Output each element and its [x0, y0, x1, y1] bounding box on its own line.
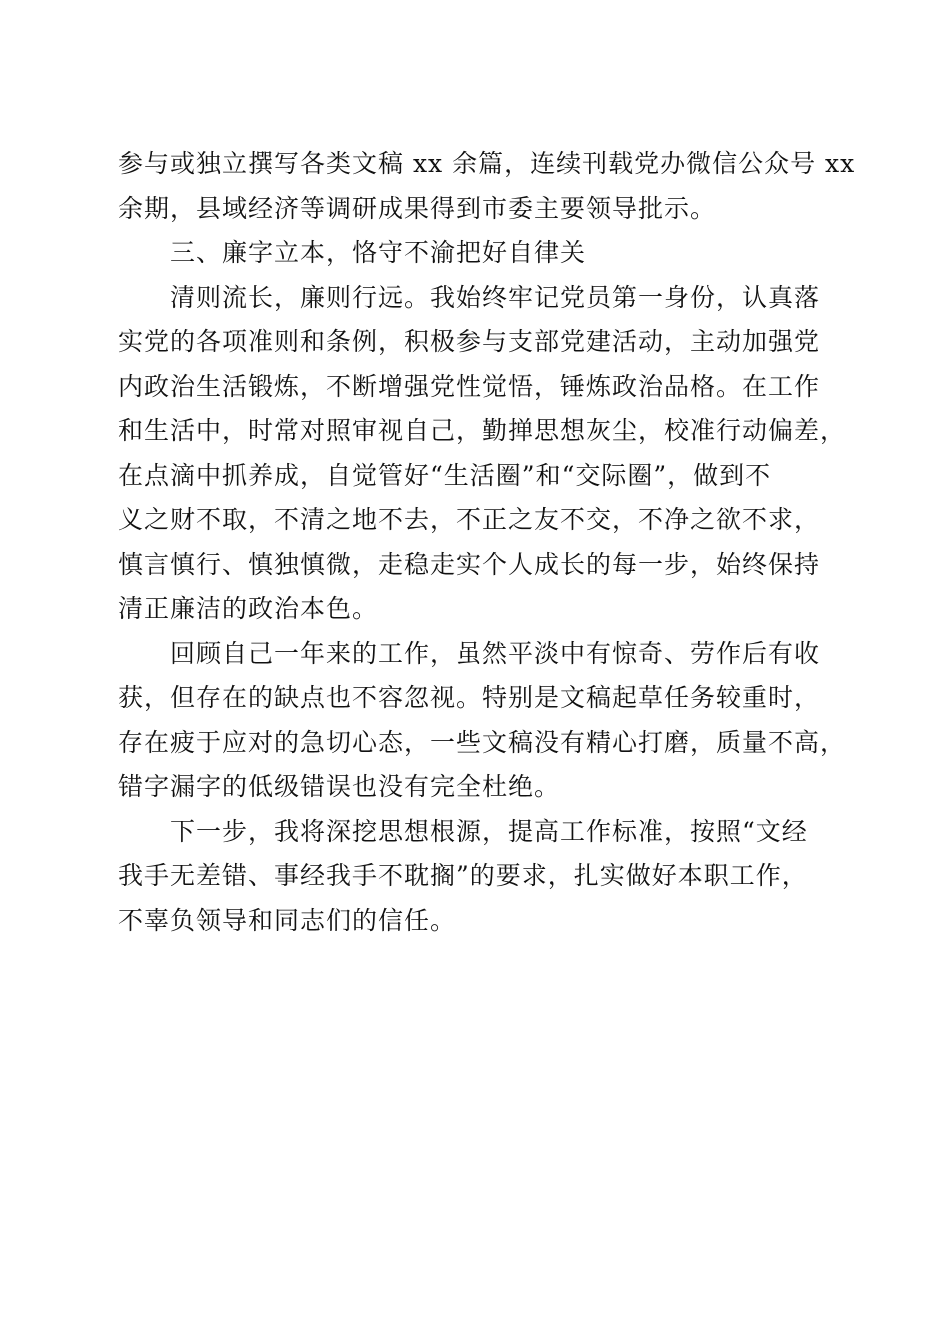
- text-line: 清则流长，廉则行远。我始终牢记党员第一身份，认真落: [170, 282, 821, 312]
- paragraph-review: [118, 632, 847, 810]
- paragraph-next-steps: [118, 810, 838, 944]
- text-line: 存在疲于应对的急切心态，一些文稿没有精心打磨，质量不高，: [118, 727, 847, 757]
- text-line: 回顾自己一年来的工作，虽然平淡中有惊奇、劳作后有收: [170, 638, 821, 668]
- document-body: [118, 142, 856, 943]
- text-line: 参与或独立撰写各类文稿 xx 余篇，连续刊载党办微信公众号 xx: [118, 149, 856, 178]
- text-line: 余期，县域经济等调研成果得到市委主要领导批示。: [118, 193, 717, 223]
- text-line: 慎言慎行、慎独慎微，走稳走实个人成长的每一步，始终保持: [118, 549, 821, 579]
- text-line: 在点滴中抓养成，自觉管好“生活圈”和“交际圈”，做到不: [118, 460, 772, 490]
- text-line: 义之财不取，不清之地不去，不正之友不交，不净之欲不求，: [118, 505, 821, 534]
- text-line: 下一步，我将深挖思想根源，提高工作标准，按照“文经: [170, 816, 808, 846]
- text-line: 实党的各项准则和条例，积极参与支部党建活动，主动加强党: [118, 327, 821, 356]
- paragraph-continuation: [118, 142, 856, 231]
- text-line: 获，但存在的缺点也不容忽视。特别是文稿起草任务较重时，: [118, 683, 821, 712]
- text-line: 错字漏字的低级错误也没有完全杜绝。: [118, 772, 561, 801]
- text-line: 清正廉洁的政治本色。: [118, 594, 379, 623]
- text-line: 我手无差错、事经我手不耽搁”的要求，扎实做好本职工作，: [118, 861, 808, 890]
- text-line: 不辜负领导和同志们的信任。: [118, 905, 457, 935]
- paragraph-integrity: [118, 276, 847, 632]
- text-line: 内政治生活锻炼，不断增强党性觉悟，锤炼政治品格。在工作: [118, 371, 821, 401]
- section-heading: 三、廉字立本，恪守不渝把好自律关: [170, 238, 587, 267]
- text-line: 和生活中，时常对照审视自己，勤掸思想灰尘，校准行动偏差，: [118, 416, 847, 445]
